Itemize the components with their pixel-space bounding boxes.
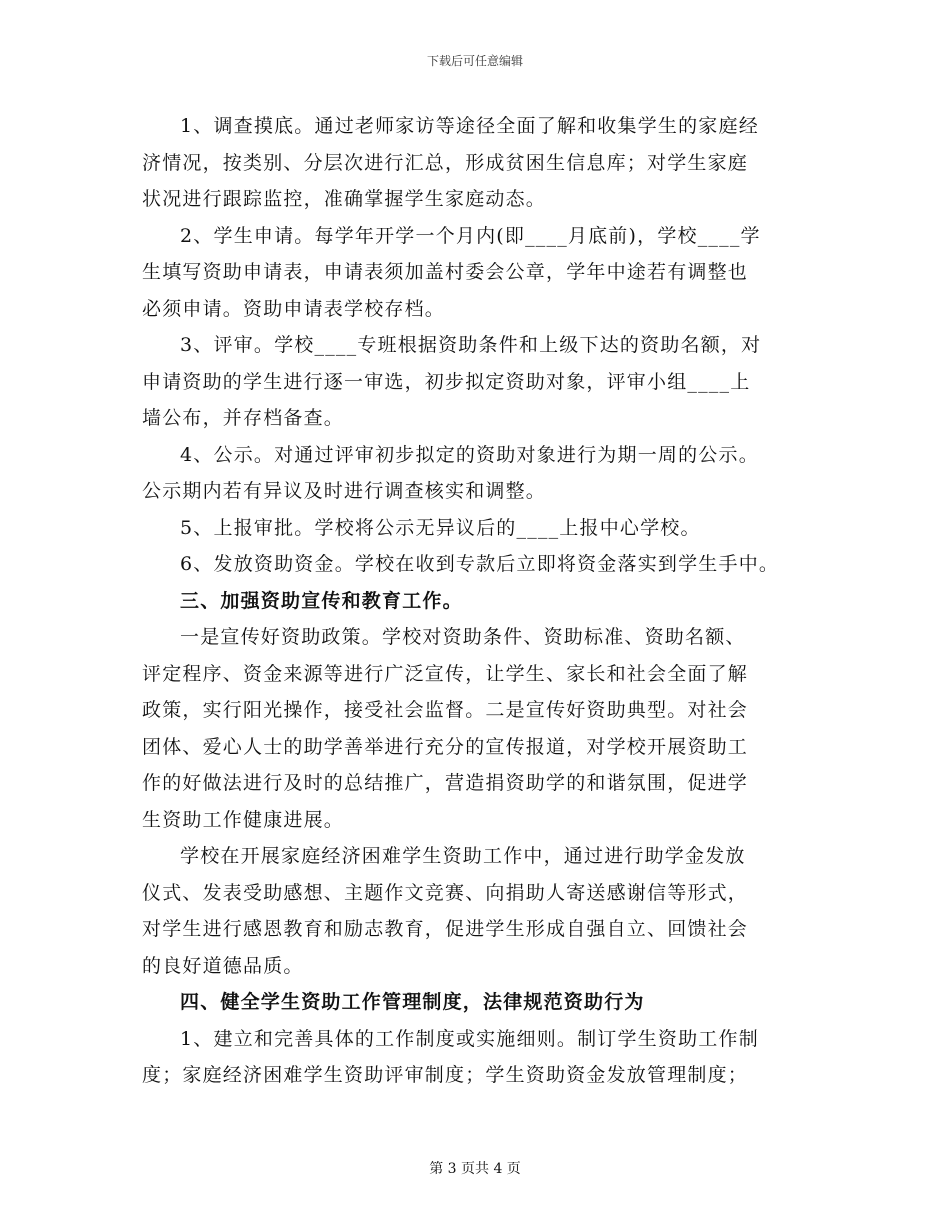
text-line: 生填写资助申请表，申请表须加盖村委会公章，学年中途若有调整也	[142, 261, 749, 283]
text-line: 1、建立和完善具体的工作制度或实施细则。制订学生资助工作制	[180, 1027, 759, 1050]
text-line: 5、上报审批。学校将公示无异议后的____上报中心学校。	[180, 516, 701, 539]
text-line: 三、加强资助宣传和教育工作。	[180, 589, 463, 612]
section-heading	[142, 984, 814, 1021]
paragraph	[142, 1021, 814, 1094]
paragraph	[142, 327, 814, 437]
paragraph	[142, 838, 814, 984]
page-footer: 第 3 页共 4 页	[429, 1161, 521, 1177]
text-line: 仪式、发表受助感想、主题作文竞赛、向捐助人寄送感谢信等形式，	[142, 881, 749, 904]
text-line: 学校在开展家庭经济困难学生资助工作中，通过进行助学金发放	[180, 845, 746, 867]
paragraph	[142, 619, 814, 838]
text-line: 一是宣传好资助政策。学校对资助条件、资助标准、资助名额、	[180, 626, 746, 648]
text-line: 对学生进行感恩教育和励志教育，促进学生形成自强自立、回馈社会	[142, 918, 749, 940]
section-heading	[142, 583, 814, 620]
text-line: 状况进行跟踪监控，准确掌握学生家庭动态。	[142, 188, 547, 210]
text-line: 评定程序、资金来源等进行广泛宣传，让学生、家长和社会全面了解	[142, 662, 749, 685]
text-line: 生资助工作健康进展。	[142, 808, 345, 831]
paragraph	[142, 218, 814, 328]
text-line: 墙公布，并存档备查。	[142, 407, 345, 429]
text-line: 政策，实行阳光操作，接受社会监督。二是宣传好资助典型。对社会	[142, 699, 749, 721]
text-line: 6、发放资助资金。学校在收到专款后立即将资金落实到学生手中。	[180, 553, 780, 575]
text-line: 济情况，按类别、分层次进行汇总，形成贫困生信息库；对学生家庭	[142, 151, 749, 174]
text-line: 1、调查摸底。通过老师家访等途径全面了解和收集学生的家庭经	[180, 115, 759, 137]
text-line: 作的好做法进行及时的总结推广，营造捐资助学的和谐氛围，促进学	[142, 772, 749, 794]
paragraph	[142, 437, 814, 510]
document-body	[142, 108, 814, 1094]
text-line: 团体、爱心人士的助学善举进行充分的宣传报道，对学校开展资助工	[142, 735, 749, 758]
page-header: 下载后可任意编辑	[426, 54, 523, 68]
text-line: 公示期内若有异议及时进行调查核实和调整。	[142, 480, 547, 502]
text-line: 3、评审。学校____专班根据资助条件和上级下达的资助名额，对	[180, 334, 762, 356]
text-line: 度；家庭经济困难学生资助评审制度；学生资助资金发放管理制度；	[142, 1064, 749, 1086]
paragraph	[142, 510, 814, 547]
paragraph	[142, 108, 814, 218]
text-line: 的良好道德品质。	[142, 954, 304, 977]
text-line: 申请资助的学生进行逐一审选，初步拟定资助对象，评审小组____上	[142, 370, 751, 393]
text-line: 2、学生申请。每学年开学一个月内(即____月底前)，学校____学	[180, 224, 761, 247]
paragraph	[142, 546, 814, 583]
text-line: 四、健全学生资助工作管理制度，法律规范资助行为	[180, 991, 645, 1013]
text-line: 4、公示。对通过评审初步拟定的资助对象进行为期一周的公示。	[180, 443, 759, 466]
text-line: 必须申请。资助申请表学校存档。	[142, 297, 446, 320]
